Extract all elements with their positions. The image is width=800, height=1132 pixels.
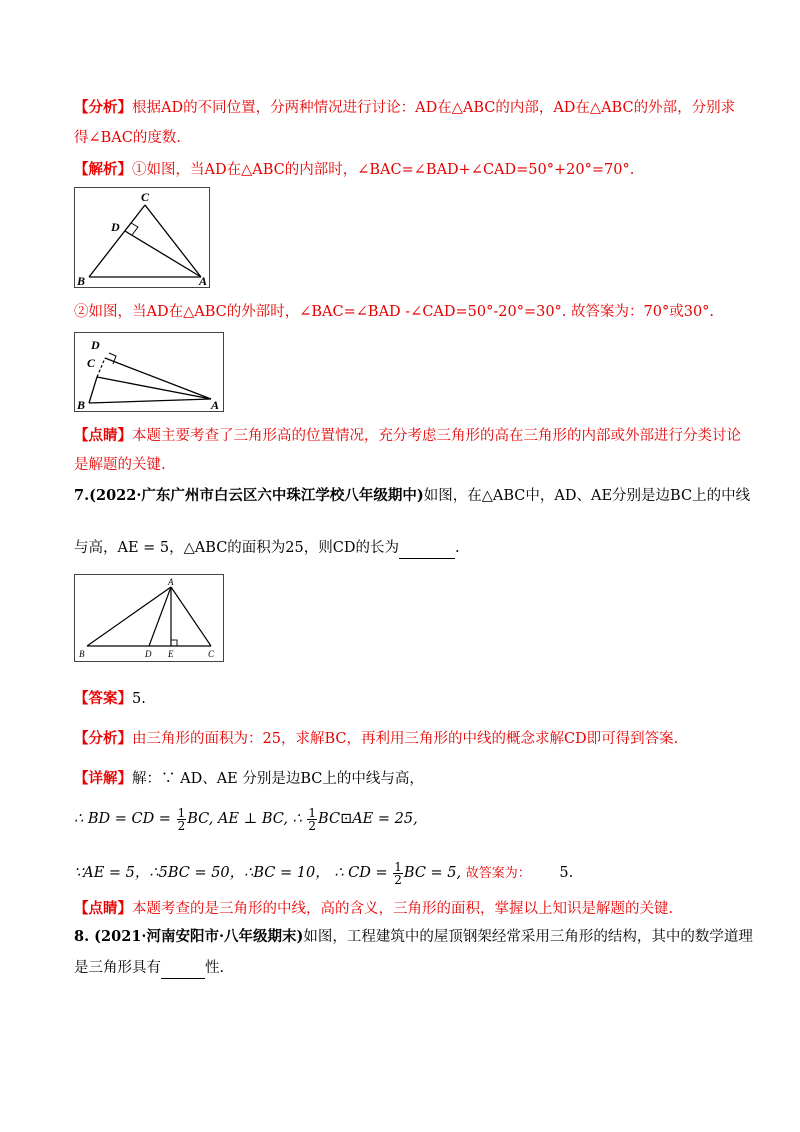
q7-detail-line2	[74, 804, 418, 834]
q7-fraction-2-num: 1	[308, 805, 317, 820]
p6-analysis-line1	[74, 98, 735, 118]
fig2-segment-ad	[105, 358, 211, 399]
q7-answer-line	[74, 689, 146, 709]
p6-solution-line2: ②如图，当AD在△ABC的外部时，∠BAC=∠BAD -∠CAD=50°-20°=30°. 故答案为：70°或30°.	[74, 304, 715, 320]
p6-analysis-text: 根据AD的不同位置，分两种情况进行讨论：AD在△ABC的内部，AD在△ABC的外部，分别求	[132, 100, 736, 116]
q7-stem-text1: 如图，在△ABC中，AD、AE分别是边BC上的中线	[423, 488, 751, 504]
q7-stem-end: .	[454, 540, 460, 556]
fig2-label-c: C	[87, 356, 96, 370]
fig2-side-ba	[89, 399, 211, 403]
fig1-label-d: D	[111, 220, 120, 234]
q7-detail-text1: 解：∵ AD、AE 分别是边BC上的中线与高，	[132, 771, 424, 787]
p6-solution-tag: 【解析】	[74, 161, 132, 178]
q7-answer-tag: 【答案】	[74, 690, 132, 707]
p6-solution-text: ①如图，当AD在△ABC的内部时，∠BAC=∠BAD+∠CAD=50°+20°=70°.	[132, 162, 635, 178]
q7-analysis-text: 由三角形的面积为：25，求解BC，再利用三角形的中线的概念求解CD即可得到答案.	[132, 731, 679, 747]
q7-fig-right-angle-mark	[171, 640, 177, 646]
fig1-label-c: C	[141, 190, 150, 204]
q7-detail-text2a: ∴ BD = CD =	[74, 811, 176, 827]
fig1-label-a: A	[199, 274, 208, 287]
q7-fig-label-a: A	[168, 577, 174, 587]
q8-source: 8. (2021·河南安阳市·八年级期末)	[74, 928, 304, 945]
q7-fraction-1-den: 2	[177, 818, 186, 833]
q7-source: 7.(2022·广东广州市白云区六中珠江学校八年级期中)	[74, 487, 424, 504]
q7-detail-line1	[74, 769, 424, 789]
q7-fig-label-e: E	[168, 649, 174, 659]
q7-fraction-1	[177, 807, 187, 832]
q7-detail-text3a: ∵AE = 5，∴5BC = 50，∴BC = 10，	[74, 865, 330, 881]
p6-figure-1	[74, 187, 210, 288]
q7-fraction-1-num: 1	[177, 805, 186, 820]
p6-analysis-tag: 【分析】	[74, 99, 132, 116]
p6-solution-line1	[74, 160, 634, 180]
q7-detail-text2b: BC, AE ⊥ BC, ∴	[187, 811, 307, 827]
q7-fig-median-ad	[149, 587, 171, 646]
q7-fig-label-b: B	[79, 649, 85, 659]
q8-stem-end: 性.	[205, 960, 225, 976]
fig1-segment-ad	[125, 231, 201, 277]
q7-stem-line1	[74, 486, 750, 506]
q7-fig-label-c: C	[208, 649, 215, 659]
q8-stem-line2	[74, 958, 224, 979]
fig2-label-b: B	[77, 398, 86, 411]
q7-stem-text2: 与高，AE = 5，△ABC的面积为25，则CD的长为	[74, 540, 399, 556]
q7-comment-tag: 【点睛】	[74, 900, 132, 917]
fig2-extension-cd	[97, 358, 105, 377]
fig1-side-ca	[145, 205, 201, 277]
fig1-right-angle-mark	[131, 223, 138, 235]
p6-comment-tag: 【点睛】	[74, 427, 132, 444]
q7-fraction-2-den: 2	[308, 818, 317, 833]
q7-detail-text3e: 5.	[559, 865, 574, 881]
q7-figure-svg	[75, 575, 223, 661]
fig1-label-b: B	[77, 274, 86, 287]
q8-stem-text2: 是三角形具有	[74, 960, 161, 976]
fig2-side-ca	[97, 377, 211, 399]
q8-stem-line1	[74, 927, 753, 947]
p6-figure-2-svg	[75, 333, 223, 411]
q7-fig-side-ab	[87, 587, 171, 646]
q7-fraction-2	[307, 807, 317, 832]
p6-figure-1-svg	[75, 188, 209, 287]
q7-analysis-tag: 【分析】	[74, 730, 132, 747]
q7-detail-text2c: BC⊡AE = 25,	[318, 811, 418, 827]
q7-detail-line3	[74, 858, 573, 889]
fig2-label-a: A	[211, 398, 220, 411]
p6-comment-line2: 是解题的关键.	[74, 457, 166, 473]
q7-fraction-3-num: 1	[394, 859, 402, 874]
q7-answer-blank	[399, 538, 455, 559]
p6-comment-line1	[74, 426, 741, 446]
q7-stem-line2	[74, 538, 460, 559]
q7-detail-text3d: 故答案为：	[465, 866, 531, 881]
q7-detail-tag: 【详解】	[74, 770, 132, 787]
q7-fig-label-d: D	[145, 649, 152, 659]
q7-answer-value: 5.	[132, 691, 146, 707]
q7-fraction-3	[393, 861, 403, 886]
fig1-side-bc	[89, 205, 145, 277]
p6-comment-text: 本题主要考查了三角形高的位置情况，充分考虑三角形的高在三角形的内部或外部进行分类讨论	[132, 428, 741, 444]
fig2-side-bc	[89, 377, 97, 403]
fig2-label-d: D	[91, 338, 100, 352]
q7-analysis-line	[74, 729, 678, 749]
q8-answer-blank	[161, 958, 205, 979]
q8-stem-text1: 如图，工程建筑中的屋顶钢架经常采用三角形的结构，其中的数学道理	[303, 929, 753, 945]
q7-comment-line	[74, 899, 673, 919]
q7-fig-side-ac	[171, 587, 211, 646]
q7-detail-text3c: BC = 5,	[403, 865, 462, 881]
p6-analysis-line2: 得∠BAC的度数.	[74, 130, 181, 146]
p6-figure-2	[74, 332, 224, 412]
q7-fraction-3-den: 2	[394, 872, 402, 887]
q7-comment-text: 本题考查的是三角形的中线，高的含义，三角形的面积，掌握以上知识是解题的关键.	[132, 901, 674, 917]
q7-figure	[74, 574, 224, 662]
q7-detail-text3b: ∴ CD =	[334, 865, 393, 881]
